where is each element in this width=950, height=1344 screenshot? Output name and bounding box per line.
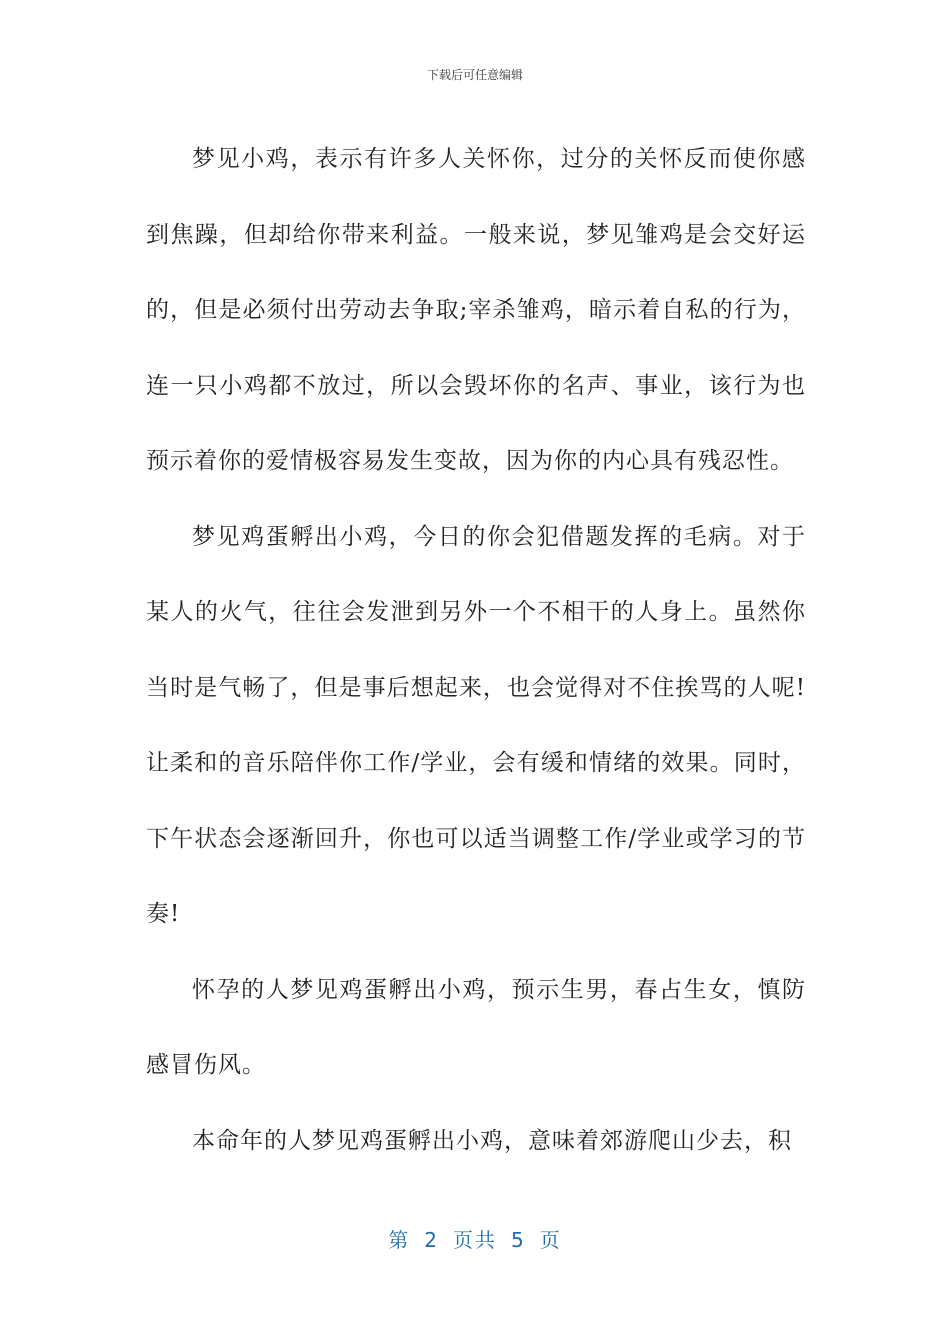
footer-middle: 页共 bbox=[453, 1228, 497, 1252]
paragraph: 梦见鸡蛋孵出小鸡，今日的你会犯借题发挥的毛病。对于某人的火气，往往会发泄到另外一个不相干的人身上。虽然你当时是气畅了，但是事后想起来，也会觉得对不住挨骂的人呢!让柔和的音乐陪伴你工作/学业，会有缓和情绪的效果。同时，下午状态会逐渐回升，你也可以适当调整工作/学业或学习的节奏! bbox=[146, 523, 806, 927]
current-page-number: 2 bbox=[424, 1228, 439, 1252]
footer-prefix: 第 bbox=[388, 1228, 411, 1252]
header-note: 下载后可任意编辑 bbox=[426, 68, 523, 82]
paragraph: 梦见小鸡，表示有许多人关怀你，过分的关怀反而使你感到焦躁，但却给你带来利益。一般来说，梦见雏鸡是会交好运的，但是必须付出劳动去争取;宰杀雏鸡，暗示着自私的行为，连一只小鸡都不放过，所以会毁坏你的名声、事业，该行为也预示着你的爱情极容易发生变故，因为你的内心具有残忍性。 bbox=[146, 146, 806, 474]
document-body bbox=[146, 122, 806, 1179]
paragraph: 本命年的人梦见鸡蛋孵出小鸡，意味着郊游爬山少去，积 bbox=[192, 1127, 792, 1154]
footer-suffix: 页 bbox=[539, 1228, 562, 1252]
total-pages-number: 5 bbox=[511, 1228, 526, 1252]
page-footer bbox=[0, 1224, 950, 1253]
paragraph: 怀孕的人梦见鸡蛋孵出小鸡，预示生男，春占生女，慎防感冒伤风。 bbox=[146, 976, 806, 1078]
